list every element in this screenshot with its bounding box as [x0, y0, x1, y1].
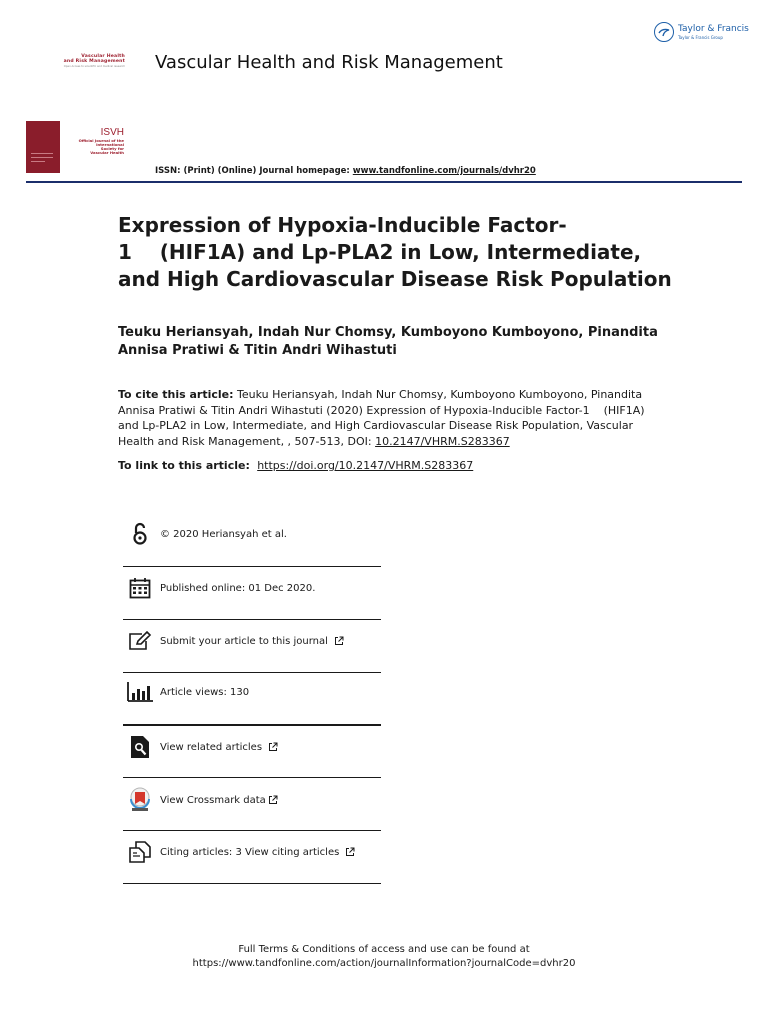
article-doi-link[interactable]: https://doi.org/10.2147/VHRM.S283367 [257, 459, 474, 472]
open-access-icon [126, 520, 154, 548]
citing-articles-text: Citing articles: 3 View citing articles [160, 846, 340, 858]
terms-footer [0, 943, 768, 971]
terms-line: Full Terms & Conditions of access and use can be found at [238, 944, 530, 955]
society-logo [62, 122, 124, 155]
related-articles-row[interactable] [123, 721, 381, 773]
published-label: Published online: 01 Dec 2020. [160, 582, 316, 594]
search-document-icon [126, 733, 154, 761]
citing-articles-row[interactable] [123, 826, 381, 878]
society-mark: ISVH [100, 127, 124, 138]
citing-articles-label[interactable] [160, 847, 355, 858]
citation-text: Teuku Heriansyah, Indah Nur Chomsy, Kumboyono Kumboyono, Pinandita Annisa Pratiwi & Titin Andri Wihastuti (2020) Expression of Hypoxia-Inducible Factor-1 (HIF1A) and Lp-PLA2 in Low, Intermediate, and High Cardiovascular Disease Risk Population, Vascular Health and Risk Management, , 507-513, DOI: [118, 388, 645, 448]
issn-text: ISSN: (Print) (Online) Journal homepage: [155, 166, 353, 176]
crossmark-icon [126, 786, 154, 814]
citing-articles-icon [126, 838, 154, 866]
society-line3: Society for [100, 145, 124, 151]
journal-title: Vascular Health and Risk Management [155, 52, 503, 73]
article-link-line [118, 459, 473, 472]
article-views-row [123, 666, 381, 718]
issn-line [155, 166, 536, 176]
link-label: To link to this article: [118, 459, 254, 472]
society-line2: International [96, 141, 124, 147]
related-articles-label[interactable] [160, 742, 278, 753]
submit-article-label[interactable] [160, 636, 344, 647]
society-line1: Official Journal of the [78, 137, 124, 143]
crossmark-text: View Crossmark data [160, 794, 266, 806]
journal-cover-thumbnail [26, 121, 60, 173]
crossmark-label[interactable] [160, 795, 278, 806]
published-row [123, 562, 381, 614]
journal-logo-tagline: Open Access to scientific and medical research [63, 65, 125, 69]
article-authors: Teuku Heriansyah, Indah Nur Chomsy, Kumboyono Kumboyono, Pinandita Annisa Pratiwi & Titin Andri Wihastuti [118, 325, 658, 358]
submit-article-text: Submit your article to this journal [160, 635, 328, 647]
external-link-icon [334, 636, 344, 646]
article-views-label: Article views: 130 [160, 686, 250, 698]
external-link-icon [268, 742, 278, 752]
citation-doi-link[interactable]: 10.2147/VHRM.S283367 [375, 434, 510, 448]
crossmark-row[interactable] [123, 774, 381, 826]
citation-block [118, 387, 658, 449]
terms-url[interactable]: https://www.tandfonline.com/action/journalInformation?journalCode=dvhr20 [192, 958, 576, 969]
journal-logo [53, 54, 125, 69]
submit-article-row[interactable] [123, 615, 381, 667]
taylor-francis-emblem-icon [654, 22, 674, 42]
copyright-label: © 2020 Heriansyah et al. [160, 528, 287, 540]
header-divider [26, 181, 742, 183]
row-divider [123, 883, 381, 884]
copyright-row [123, 508, 381, 560]
publisher-subname: Taylor & Francis Group [678, 34, 723, 40]
related-articles-text: View related articles [160, 741, 263, 753]
society-line4: Vascular Health [90, 149, 124, 155]
external-link-icon [268, 795, 278, 805]
external-link-icon [345, 847, 355, 857]
taylor-francis-logo[interactable] [654, 22, 749, 42]
calendar-icon [126, 574, 154, 602]
journal-logo-line2: and Risk Management [63, 59, 125, 65]
article-title: Expression of Hypoxia-Inducible Factor-1 (HIF1A) and Lp-PLA2 in Low, Intermediate, and High Cardiovascular Disease Risk Population [118, 213, 672, 291]
bar-chart-icon [126, 678, 154, 706]
journal-logo-line1: Vascular Health [81, 54, 125, 59]
edit-icon [126, 627, 154, 655]
citation-label: To cite this article: [118, 388, 234, 401]
journal-homepage-link[interactable]: www.tandfonline.com/journals/dvhr20 [352, 166, 536, 176]
publisher-name: Taylor & Francis [678, 23, 749, 34]
